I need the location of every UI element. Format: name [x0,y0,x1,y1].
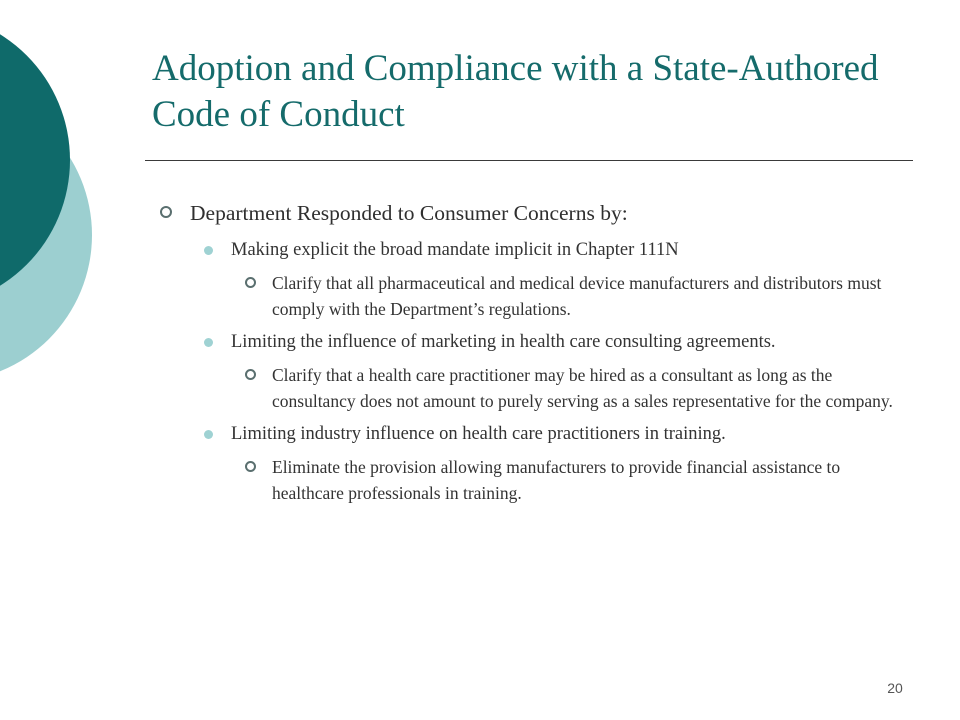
hollow-circle-bullet-icon [245,369,256,380]
sub-bullet [190,420,910,448]
slide-body [150,198,910,506]
decorative-circles [0,0,140,420]
sub-bullet-text: Limiting industry influence on health care practitioners in training. [231,424,726,444]
detail-bullet-text: Clarify that a health care practitioner may be hired as a consultant as long as the consultancy does not amount to purely serving as a sales representative for the company. [272,365,893,411]
sub-bullet [190,236,910,264]
hollow-circle-bullet-icon [160,206,172,218]
title-divider [145,160,913,161]
hollow-circle-bullet-icon [245,461,256,472]
main-bullet [150,198,910,228]
main-bullet-text: Department Responded to Consumer Concerns by: [190,201,628,225]
sub-bullet [190,328,910,356]
filled-dot-bullet-icon [204,246,213,255]
detail-bullet-text: Eliminate the provision allowing manufacturers to provide financial assistance to healthcare professionals in training. [272,457,841,503]
sub-bullet-text: Making explicit the broad mandate implicit in Chapter 111N [231,240,679,260]
detail-bullet-text: Clarify that all pharmaceutical and medical device manufacturers and distributors must comply with the Department’s regulations. [272,273,882,319]
slide-title: Adoption and Compliance with a State-Authored Code of Conduct [152,48,879,135]
detail-bullet [231,454,910,506]
page-number: 20 [887,680,903,696]
detail-bullet [231,362,910,414]
filled-dot-bullet-icon [204,338,213,347]
sub-bullet-text: Limiting the influence of marketing in health care consulting agreements. [231,332,776,352]
filled-dot-bullet-icon [204,430,213,439]
hollow-circle-bullet-icon [245,277,256,288]
detail-bullet [231,270,910,322]
